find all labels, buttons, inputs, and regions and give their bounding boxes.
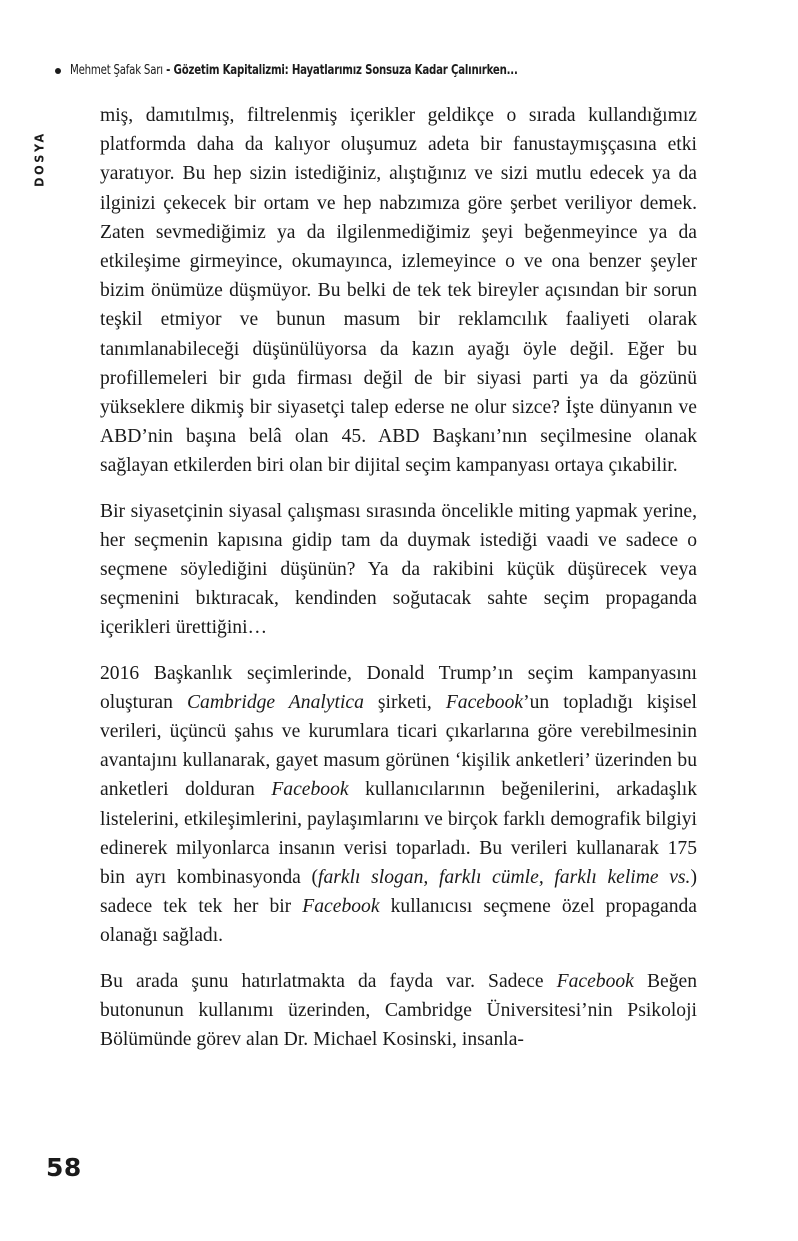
italic-text-run: farklı slogan, farklı cümle, farklı kelime vs. bbox=[318, 867, 691, 889]
italic-text-run: Facebook bbox=[556, 970, 634, 992]
body-text-column bbox=[100, 101, 697, 1054]
text-run: ’un topladığı kişisel verileri, üçüncü şahıs ve kurumlara ticari çıkarlarına göre verebilmesinin avantajını kullanarak, gayet masum görünen ‘kişilik anketleri’ üzerinden bu anketleri dolduran bbox=[100, 691, 697, 801]
paragraph bbox=[100, 967, 697, 1055]
text-run: Bu arada şunu hatırlatmakta da fayda var. Sadece bbox=[100, 970, 557, 992]
running-head bbox=[55, 59, 715, 81]
paragraph bbox=[100, 101, 697, 481]
page-number: 58 bbox=[46, 1153, 82, 1182]
running-head-separator: - bbox=[162, 62, 174, 78]
running-head-text bbox=[70, 63, 518, 78]
text-run: şirketi, bbox=[363, 691, 446, 713]
running-head-author: Mehmet Şafak Sarı bbox=[70, 62, 163, 78]
text-run: miş, damıtılmış, filtrelenmiş içerikler geldikçe o sırada kullandığımız platformda daha da kalıyor oluşumuz adeta bir fanustaymışçasına etki yaratıyor. Bu hep sizin istediğiniz, alıştığınız ve sizi mutlu edecek ya da ilginizi çekecek bir ortam ve hep nabzımıza göre şerbet veriliyor demek. Zaten sevmediğimiz ya da ilgilenmediğimiz şeyi beğenmeyince ya da etkileşime girmeyince, okumayınca, izlemeyince o ve ona benzer şeyler bizim önümüze düşmüyor. Bu belki de tek tek bireyler açısından bir sorun teşkil etmiyor ve bunun masum bir reklamcılık faaliyeti olarak tanımlanabileceği düşünülüyorsa da kazın ayağı öyle değil. Eğer bu profillemeleri bir gıda firması değil de bir siyasi parti ya da gözünü yükseklere dikmiş bir siyasetçi talep ederse ne olur sizce? İşte dünyanın ve ABD’nin başına belâ olan 45. ABD Başkanı’nın seçilmesine olanak sağlayan etkilerden biri olan bir dijital seçim kampanyası ortaya çıkabilir. bbox=[100, 105, 697, 477]
italic-text-run: Facebook bbox=[445, 691, 524, 713]
paragraph bbox=[100, 497, 697, 643]
italic-text-run: Cambridge Analytica bbox=[186, 691, 364, 713]
paragraph bbox=[100, 659, 697, 951]
section-tab-label: DOSYA bbox=[31, 131, 47, 187]
text-run: Beğen butonunun kullanımı üzerinden, Cambridge Üniversitesi’nin Psikoloji Bölümünde görev alan Dr. Michael Kosinski, insanla- bbox=[100, 970, 697, 1051]
text-run: ) sadece tek tek her bir bbox=[100, 867, 697, 918]
section-tab bbox=[28, 104, 50, 214]
running-head-title: Gözetim Kapitalizmi: Hayatlarımız Sonsuza Kadar Çalınırken... bbox=[173, 62, 518, 78]
italic-text-run: Facebook bbox=[302, 896, 380, 918]
bullet-icon bbox=[55, 68, 61, 74]
text-run: kullanıcılarının beğenilerini, arkadaşlık listelerini, etkileşimlerini, paylaşımlarını ve birçok farklı demografik bilgiyi edinerek milyonlarca insanın verisi toparladı. Bu verileri kullanarak 175 bin ayrı kombinasyonda ( bbox=[100, 779, 698, 889]
text-run: 2016 Başkanlık seçimlerinde, Donald Trump’ın seçim kampanyasını oluşturan bbox=[100, 662, 697, 713]
text-run: Bir siyasetçinin siyasal çalışması sırasında öncelikle miting yapmak yerine, her seçmenin kapısına gidip tam da duymak istediği vaadi ve sadece o seçmene söylediğini düşünün? Ya da rakibini küçük düşürecek veya seçmenini bıktıracak, kendinden soğutacak sahte seçim propaganda içerikleri ürettiğini… bbox=[100, 500, 697, 639]
text-run: kullanıcısı seçmene özel propaganda olanağı sağladı. bbox=[100, 896, 697, 947]
italic-text-run: Facebook bbox=[271, 779, 349, 801]
